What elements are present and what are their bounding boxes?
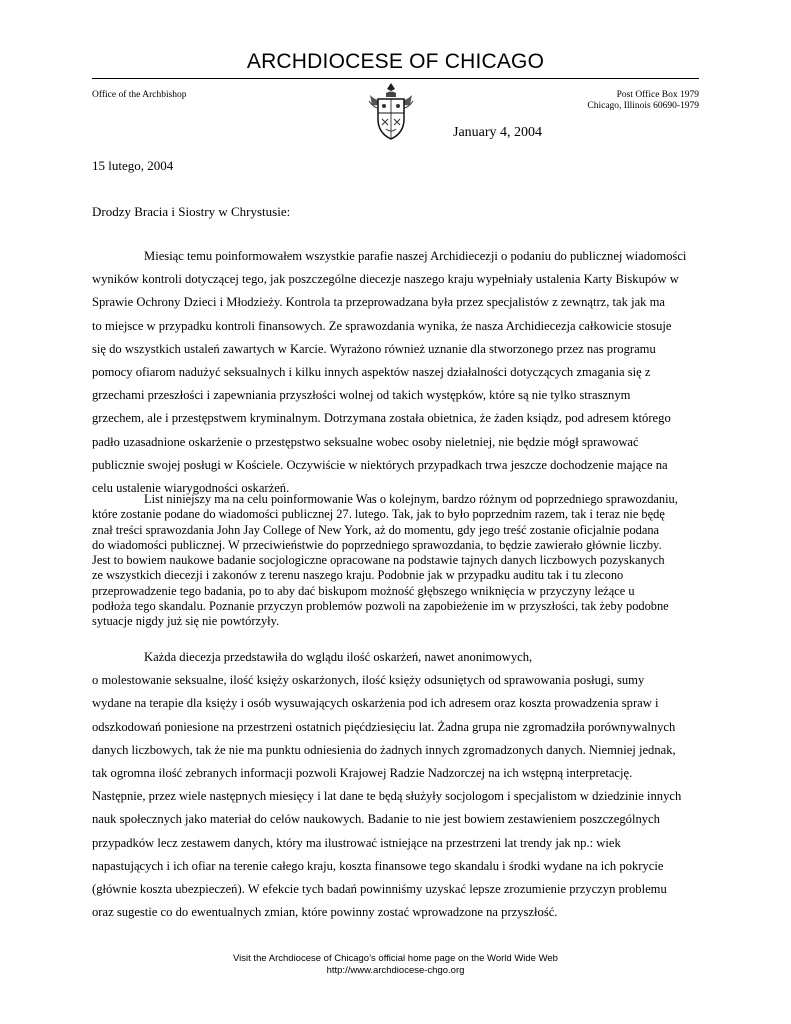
paragraph-line: to miejsce w przypadku kontroli finansowych. Ze sprawozdania wynika, że nasza Archidiecezja całkowicie stosuje	[92, 318, 672, 333]
paragraph-line: grzechami przeszłości i zapewniania przyszłości wolnej od takich występków, które są nie tylko strasznym	[92, 388, 631, 403]
paragraph-line: oraz sugestie co do ewentualnych zmian, które powinny zostać wprowadzone na przyszłość.	[92, 905, 558, 920]
footer-url[interactable]: http://www.archdiocese-chgo.org	[326, 965, 465, 976]
paragraph-line: Następnie, przez wiele następnych miesięcy i lat dane te będą służyły socjologom i specjalistom w dziedzinie innych	[92, 789, 682, 804]
paragraph-line: List niniejszy ma na celu poinformowanie Was o kolejnym, bardzo różnym od poprzedniego sprawozdaniu,	[144, 492, 678, 506]
archdiocese-crest-icon	[366, 81, 416, 141]
paragraph-line: tak ogromna ilość zebranych informacji pozwoli Krajowej Radzie Nadzorczej na ich wstępną interpretację.	[92, 766, 633, 781]
paragraph-line: grzechem, ale i przestępstwem kryminalnym. Dotrzymana została obietnica, że żaden ksiądz, pod adresem którego	[92, 411, 671, 426]
letter-date: January 4, 2004	[453, 125, 543, 140]
letterhead-rule	[92, 78, 699, 79]
paragraph-line: Sprawie Ochrony Dzieci i Młodzieży. Kontrola ta przeprowadzana była przez specjalistów z zewnątrz, tak jak ma	[92, 295, 666, 310]
paragraph-line: wyników kontroli dotyczącej tego, jak poszczególne diecezje naszego kraju wypełniały ustalenia Karty Biskupów w	[92, 272, 679, 287]
postal-address	[587, 90, 699, 112]
paragraph-line: Każda diecezja przedstawiła do wglądu ilość oskarżeń, nawet anonimowych,	[144, 650, 533, 664]
paragraph-line: przypadków lecz zestawem danych, który ma ilustrować istniejące na przestrzeni lat trendy jak np.: wiek	[92, 835, 621, 850]
paragraph-line: sytuacje nigdy już się nie powtórzyły.	[92, 614, 280, 629]
letterhead-title: ARCHDIOCESE OF CHICAGO	[246, 50, 545, 73]
address-line-2: Chicago, Illinois 60690-1979	[587, 101, 699, 111]
paragraph-3	[92, 646, 699, 924]
paragraph-line: napastujących i ich ofiar na terenie całego kraju, koszta finansowe tego skandalu i środki wydane na ich pokrycie	[92, 858, 664, 873]
paragraph-line: Jest to bowiem naukowe badanie socjologiczne opracowane na podstawie tajnych danych liczbowych pozyskanych	[92, 553, 665, 568]
paragraph-line: które zostanie podane do wiadomości publicznej 27. lutego. Tak, jak to było poprzednim razem, tak i teraz nie będę	[92, 507, 665, 522]
paragraph-line: publicznie swojej posługi w Kościele. Oczywiście w niektórych przypadkach trwa jeszcze dochodzenie mające na	[92, 457, 668, 472]
paragraph-line: podłoża tego skandalu. Poznanie przyczyn problemów pozwoli na zapobieżenie im w przyszłości, tak żeby podobne	[92, 599, 669, 614]
paragraph-line: ze wszystkich diecezji i zakonów z terenu naszego kraju. Podobnie jak w przypadku auditu tak i tu zlecono	[92, 568, 624, 583]
address-line-1: Post Office Box 1979	[616, 90, 699, 100]
paragraph-line: (głównie koszta ubezpieczeń). W efekcie tych badań powinniśmy uzyskać lepsze zrozumienie przyczyn problemu	[92, 882, 667, 897]
paragraph-line: pomocy ofiarom nadużyć seksualnych i kilku innych aspektów naszej działalności dotyczących zmagania się z	[92, 365, 651, 380]
paragraph-line: danych liczbowych, tak że nie ma punktu odniesienia do żadnych innych zgromadzonych danych. Niemniej jednak,	[92, 742, 676, 757]
paragraph-line: o molestowanie seksualne, ilość księży oskarżonych, ilość księży odsuniętych od sprawowania posługi, sumy	[92, 673, 645, 688]
paragraph-line: przeprowadzenie tego badania, po to aby dać biskupom możność głębszego wniknięcia w przyczyny leżące u	[92, 583, 635, 598]
office-label: Office of the Archbishop	[92, 90, 187, 100]
paragraph-line: wydane na terapie dla księży i osób wysuwających oskarżenia pod ich adresem oraz koszta prowadzenia spraw i	[92, 696, 659, 711]
paragraph-line: znał treści sprawozdania John Jay College of New York, aż do momentu, gdy jego treść zostanie oficjalnie podana	[92, 522, 660, 537]
greeting: Drodzy Bracia i Siostry w Chrystusie:	[92, 204, 291, 219]
paragraph-line: nauk społecznych jako materiał do celów naukowych. Badanie to nie jest bowiem zestawieniem poszczególnych	[92, 812, 660, 827]
paragraph-line: do wiadomości publicznej. W przeciwieństwie do poprzedniego sprawozdania, to będzie zawierało głównie liczby.	[92, 537, 662, 552]
paragraph-2	[92, 492, 699, 630]
paragraph-line: się do wszystkich ustaleń zawartych w Karcie. Wyrażono również uznanie dla stworzonego przez nas programu	[92, 341, 656, 356]
paragraph-line: odszkodowań poniesione na przestrzeni ostatnich pięćdziesięciu lat. Żadna grupa nie zgromadziła porównywalnych	[92, 719, 676, 734]
letter-date-polish: 15 lutego, 2004	[92, 158, 174, 173]
footer	[0, 953, 791, 977]
paragraph-line: padło uzasadnione oskarżenie o przestępstwo seksualne wobec osoby nieletniej, nie będzie mógł sprawować	[92, 434, 639, 449]
paragraph-1	[92, 245, 699, 500]
footer-text: Visit the Archdiocese of Chicago’s official home page on the World Wide Web	[233, 953, 558, 964]
paragraph-line: celu ustalenie wiarygodności oskarżeń.	[92, 481, 290, 496]
paragraph-line: Miesiąc temu poinformowałem wszystkie parafie naszej Archidiecezji o podaniu do publicznej wiadomości	[144, 249, 687, 263]
